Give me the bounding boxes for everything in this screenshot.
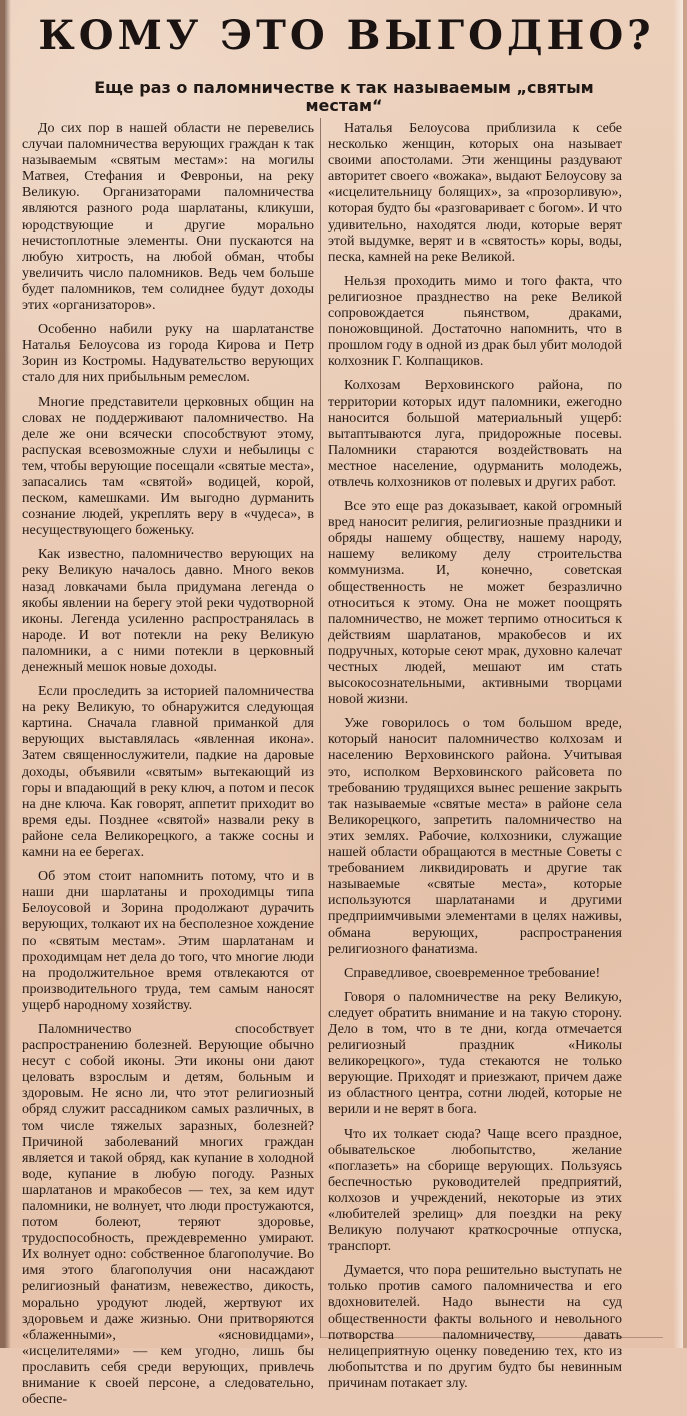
left-paragraph-2: Особенно набили руку на шарлатанстве Наталья Белоусова из города Кирова и Петр Зорин из Костромы. Надувательство верующих стало для них прибыльным ремеслом. <box>22 322 314 386</box>
right-edge-highlight <box>673 0 683 1348</box>
left-paragraph-4: Как известно, паломничество верующих на реку Великую началось давно. Много веков назад ловкачами была придумана легенда о якобы явлении на берегу этой реки чудотворной иконы. Легенда усиленно распространялась в народе. И вот потекли на реку Великую паломники, а с ними потекли в церковный денежный мешок новые доходы. <box>22 547 314 675</box>
right-paragraph-5: Уже говорилось о том большом вреде, который наносит паломничество колхозам и населению Верховинского района. Учитывая это, исполком Верховинского райсовета по требованию трудящихся вынес решение закрыть так называемые «святые места» в районе села Великорецкого, запретить паломничество на этих землях. Рабочие, колхозники, служащие нашей области обращаются в местные Советы с требованием ликвидировать и другие так называемые «святые места», которые используются шарлатанами и другими предприимчивыми элементами в целях наживы, обмана верующих, распространения религиозного фанатизма. <box>328 716 622 957</box>
left-paragraph-3: Многие представители церковных общин на словах не поддерживают паломничество. На деле же они всячески способствуют этому, распуская всевозможные слухи и небылицы с тем, чтобы верующие посещали «святые места», запасались там «святой» водицей, корой, песком, камешками. Им выгодно дурманить сознание людей, укреплять веру в «чудеса», в несуществующего боженьку. <box>22 394 314 539</box>
right-paragraph-7: Говоря о паломничестве на реку Великую, следует обратить внимание и на такую сторону. Дело в том, что в те дни, когда отмечается религиозный праздник «Николы великорецкого», туда стекаются не только верующие. Приходят и приезжают, причем даже из областного центра, сотни людей, которые не верили и не верят в бога. <box>328 989 622 1118</box>
left-paragraph-6: Об этом стоит напомнить потому, что и в наши дни шарлатаны и проходимцы типа Белоусовой и Зорина продолжают дурачить верующих, толкают их на бесполезное хождение по «святым местам». Этим шарлатанам и проходимцам нет дела до того, что многие люди на продолжительное время отвлекаются от производительного труда, тем самым наносят ущерб народному хозяйству. <box>22 869 314 1013</box>
right-paragraph-1: Наталья Белоусова приблизила к себе несколько женщин, которых она называет своими апостолами. Эти женщины раздувают авторитет своего «вожака», выдают Белоусову за «исцелительницу болящих», за «прозорливую», которая будто бы «разговаривает с богом». И что удивительно, находятся люди, которые верят этой выдумке, верят и в «святость» коры, воды, песка, камней на реке Великой. <box>328 121 622 265</box>
column-divider <box>320 118 321 1338</box>
left-edge-shadow <box>5 0 11 1348</box>
right-paragraph-4: Все это еще раз доказывает, какой огромный вред наносит религия, религиозные праздники и обряды нашему обществу, нашему народу, нашему великому делу строительства коммунизма. И, конечно, советская общественность не может безразлично относиться к этому. Она не может поощрять паломничество, не может терпимо относиться к действиям шарлатанов, мракобесов и их подручных, которые сеют мрак, духовно калечат честных людей, мешают им стать высокосознательными, активными творцами новой жизни. <box>328 499 622 708</box>
right-column <box>328 121 622 1400</box>
headline: КОМУ ЭТО ВЫГОДНО? <box>38 12 655 59</box>
left-paragraph-7: Паломничество способствует распространению болезней. Верующие обычно несут с собой иконы. Эти иконы они дают целовать взрослым и детям, больным и здоровым. Не ясно ли, что этот религиозный обряд служит рассадником самых различных, в том числе тяжелых заразных, болезней? Причиной заболеваний многих граждан является и такой обряд, как купание в холодной воде, купание в любую погоду. Разных шарлатанов и мракобесов — тех, за кем идут паломники, не волнует, что люди простужаются, потом болеют, теряют здоровье, трудоспособность, преждевременно умирают. Их волнует одно: собственное благополучие. Во имя этого благополучия они насаждают религиозный фанатизм, невежество, дикость, морально уродуют людей, жертвуют их здоровьем и даже жизнью. Они притворяются «блаженными», «ясновидцами», «исцелителями» — кем угодно, лишь бы прославить себя среди верующих, привлечь внимание к своей персоне, а следовательно, обеспе- <box>22 1021 314 1408</box>
right-paragraph-8: Что их толкает сюда? Чаще всего праздное, обывательское любопытство, желание «поглазеть» на сборище верующих. Пользуясь беспечностью руководителей предприятий, колхозов и учреждений, некоторые из этих «любителей зрелищ» для поездки на реку Великую получают краткосрочные отпуска, транспорт. <box>328 1126 622 1255</box>
right-paragraph-2: Нельзя проходить мимо и того факта, что религиозное празднество на реке Великой сопровождается пьянством, драками, поножовщиной. Достаточно напомнить, что в прошлом году в одной из драк был убит молодой колхозник Г. Колпащиков. <box>328 273 622 370</box>
right-paragraph-3: Колхозам Верховинского района, по территории которых идут паломники, ежегодно наносится большой материальный ущерб: вытаптываются луга, придорожные посевы. Паломники стараются воздействовать на местное население, одурманить молодежь, отвлечь колхозников от полевых и других работ. <box>328 378 622 490</box>
right-paragraph-9: Думается, что пора решительно выступать не только против самого паломничества и его вдохновителей. Надо вынести на суд общественности факты вольного и невольного потворства паломничеству, давать нелицеприятную оценку поведению тех, кто из любопытства и по другим будто бы невинным причинам потакает злу. <box>328 1263 622 1391</box>
left-column <box>22 121 314 1416</box>
subheadline: Еще раз о паломничестве к так называемым „святым местам“ <box>94 78 594 115</box>
left-paragraph-5: Если проследить за историей паломничества на реку Великую, то обнаружится следующая картина. Сначала главной приманкой для верующих выставлялась «явленная икона». Затем священнослужители, падкие на даровые доходы, объявили «святым» вытекающий из горы и впадающий в реку ключ, а потом и песок на дне ключа. Как говорят, аппетит приходит во время еды. Позднее «святой» назвали реку в районе села Великорецкого, а также сосны и камни на ее берегах. <box>22 684 314 861</box>
right-paragraph-6: Справедливое, своевременное требование! <box>344 965 601 981</box>
left-paragraph-1: До сих пор в нашей области не перевелись случаи паломничества верующих граждан к так называемым «святым местам»: на могилы Матвея, Стефания и Февроньи, на реку Великую. Организаторами паломничества являются разного рода шарлатаны, кликуши, юродствующие и другие морально нечистоплотные элементы. Они пускаются на любую хитрость, на любой обман, чтобы увеличить число паломников. Ведь чем больше будет паломников, тем солиднее будут доходы этих «организаторов». <box>22 121 314 314</box>
